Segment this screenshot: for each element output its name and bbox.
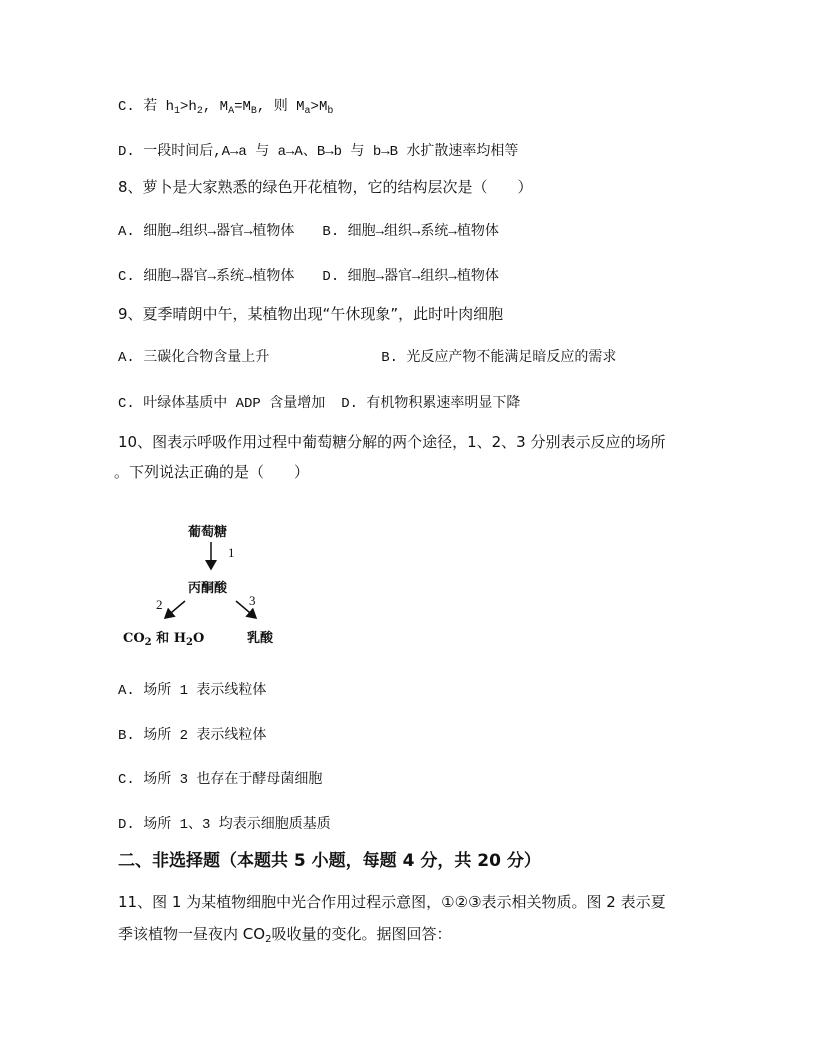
q10-option-a: A. 场所 1 表示线粒体	[118, 683, 267, 699]
co2-h2o-label: $CO_2$ 和 $H_2O$	[123, 631, 205, 648]
q10-stem-line1: 10、图表示呼吸作用过程中葡萄糖分解的两个途径，1、2、3 分别表示反应的场所	[118, 433, 666, 451]
q11-stem-line1: 11、图 1 为某植物细胞中光合作用过程示意图，①②③表示相关物质。图 2 表示夏	[118, 893, 666, 911]
q9-options-ab	[118, 348, 616, 368]
lactic-acid-label: 乳酸	[247, 631, 274, 646]
step-2-label: 2	[156, 597, 163, 612]
q7-option-c: C. 若 $h_1>h_2$, $M_A=M_B$, 则 $M_a>M_b$	[118, 99, 334, 117]
step-1-label: 1	[228, 545, 235, 560]
q10-option-b: B. 场所 2 表示线粒体	[118, 728, 267, 744]
q11-stem-line2: 季该植物一昼夜内 $CO_2$吸收量的变化。据图回答：	[118, 925, 452, 945]
pyruvate-label: 丙酮酸	[188, 581, 228, 596]
respiration-diagram	[118, 515, 298, 650]
q9-stem: 9、夏季晴朗中午，某植物出现“午休现象”，此时叶肉细胞	[118, 305, 504, 323]
arrow-pyruvate-to-co2	[165, 601, 185, 618]
q9-option-d: D. 有机物积累速率明显下降	[341, 396, 521, 412]
glucose-label: 葡萄糖	[188, 525, 228, 540]
q9-option-b: B. 光反应产物不能满足暗反应的需求	[381, 350, 617, 366]
q9-option-a: A. 三碳化合物含量上升	[118, 350, 270, 366]
q8-option-a: A. 细胞→组织→器官→植物体	[118, 224, 295, 240]
q8-option-b: B. 细胞→组织→系统→植物体	[322, 224, 499, 240]
q8-option-c: C. 细胞→器官→系统→植物体	[118, 269, 295, 285]
q8-options-cd	[118, 267, 499, 287]
section-heading: 二、非选择题（本题共 5 小题，每题 4 分，共 20 分）	[118, 851, 541, 871]
q8-option-d: D. 细胞→器官→组织→植物体	[322, 269, 499, 285]
q10-option-c: C. 场所 3 也存在于酵母菌细胞	[118, 772, 323, 788]
q10-option-d: D. 场所 1、3 均表示细胞质基质	[118, 817, 331, 833]
step-3-label: 3	[249, 593, 256, 608]
q7-option-d: D. 一段时间后,A→a 与 a→A、B→b 与 b→B 水扩散速率均相等	[118, 144, 519, 160]
q9-option-c: C. 叶绿体基质中 ADP 含量增加	[118, 396, 326, 412]
q8-stem: 8、萝卜是大家熟悉的绿色开花植物，它的结构层次是（ ）	[118, 178, 533, 196]
q10-stem-line2: 。下列说法正确的是（ ）	[114, 463, 310, 481]
q9-options-cd	[118, 394, 520, 414]
q8-options-ab	[118, 222, 499, 242]
